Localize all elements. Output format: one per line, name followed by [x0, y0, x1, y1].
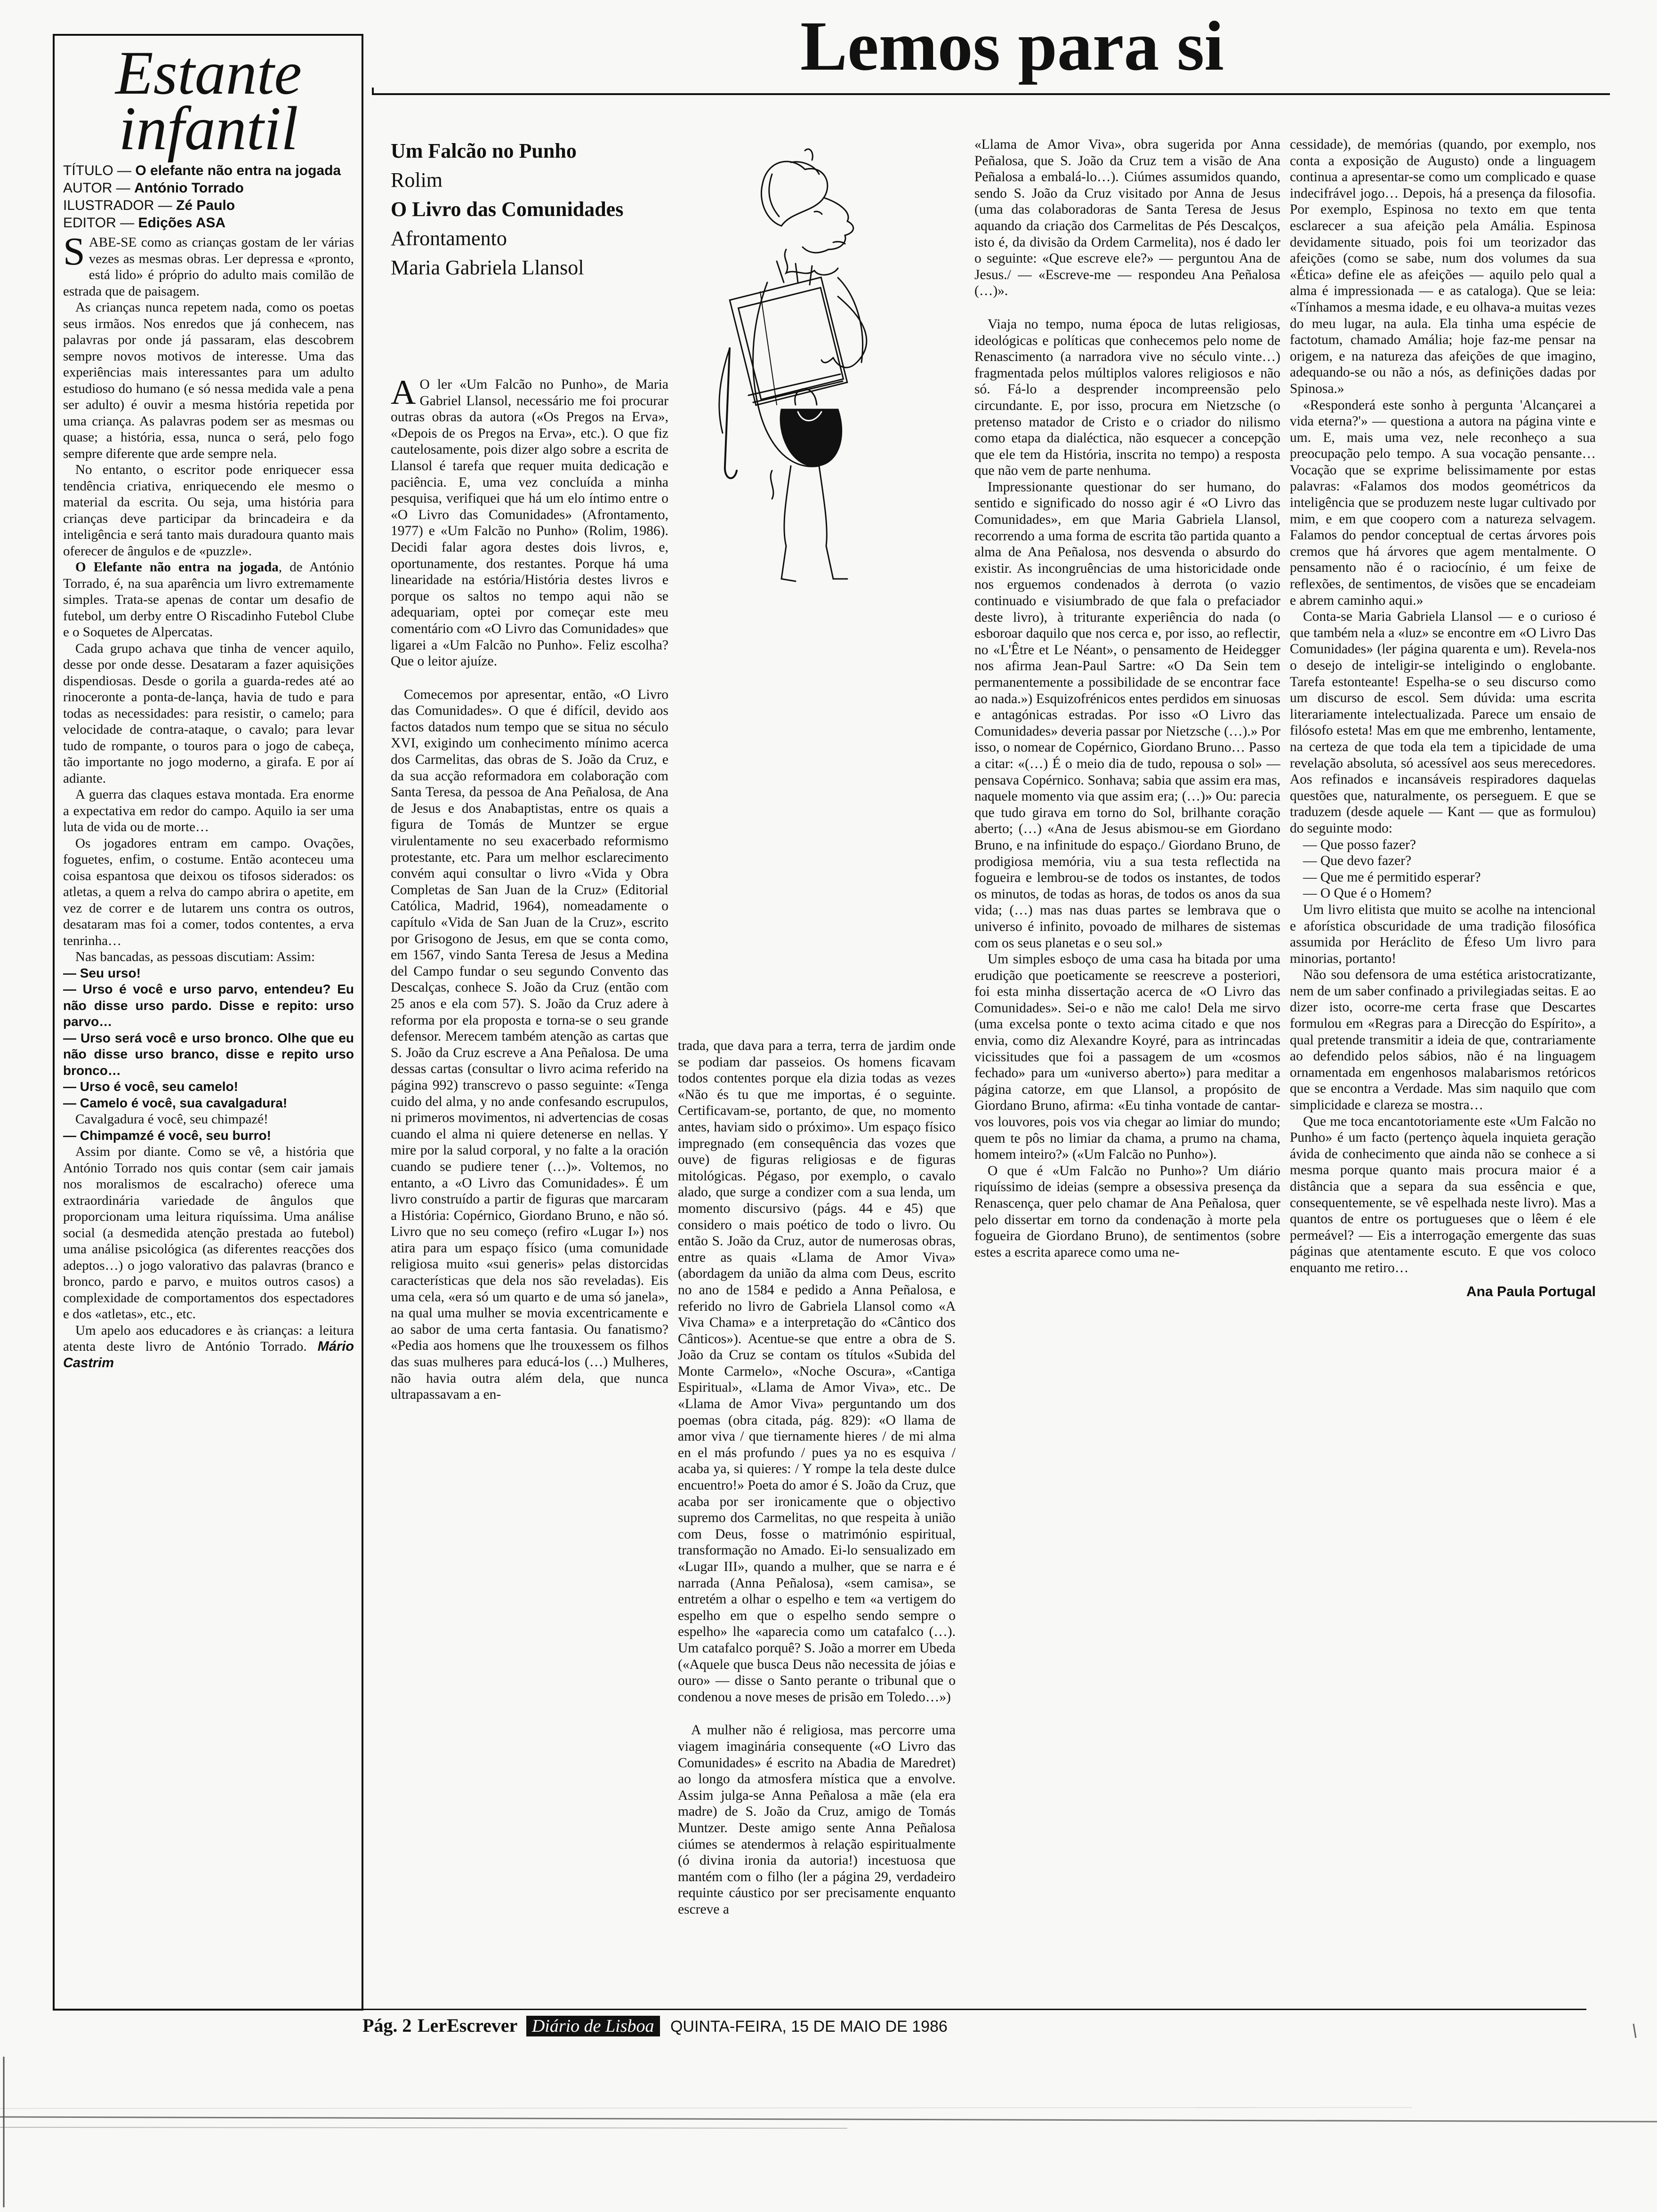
article-paragraph: Não sou defensora de uma estética aristocratizante, nem de um saber confinado a privilegiadas seitas. E ao dizer isto, ocorre-me certa frase que Descartes formulou em «Regras para a Direcção do Espírito», a qual pretende transmitir a ideia de que, contrariamente ao defendido pelos sábios, não é na linguagem ornamentada em engenhosos malabarismos retóricos que se encontra a Verdade. Mas sim naquilo que com simplicidade e clareza se mostra…	[1290, 967, 1596, 1113]
article-paragraph: Um livro elitista que muito se acolhe na intencional e aforística obscuridade de uma tradição filosófica assumida por Heráclito de Éfeso Um livro para minorias, portanto!	[1290, 902, 1596, 966]
page-number: Pág. 2	[362, 2015, 412, 2036]
estante-infantil-box	[53, 34, 363, 2011]
books-author: Maria Gabriela Llansol	[391, 256, 584, 279]
sidebar-paragraph: Cada grupo achava que tinha de vencer aquilo, desse por onde desse. Desataram a fazer aquisições dispendiosas. Desde o gorila a guarda-redes até ao rinoceronte a ponta-de-lança, havia de tudo e para todas as necessidades: para resistir, o camelo; para velocidade de contra-ataque, o cavalo; para levar tudo de rompante, o touros para o jogo de cabeça, tão importante no jogo moderno, a girafa. E por aí adiante.	[63, 641, 354, 786]
article-paragraph: «Llama de Amor Viva», obra sugerida por Anna Peñalosa, que S. João da Cruz tem a visão de Ana Peñalosa a embalá-lo…). Ciúmes assumidos quando, sendo S. João da Cruz visitado por Anna de Jesus (uma das colaboradoras de Santa Teresa de Jesus aquando da criação dos Carmelitas de Pés Descalços, isto é, da divisão da Ordem Carmelita), nos é dado ler o seguinte: «Que escreve ele?» — perguntou Ana de Jesus./ — «Escreve-me — respondeu Ana Peñalosa (…)».	[974, 137, 1280, 299]
article-column-1	[391, 377, 668, 1977]
headline-rule-left-stub	[372, 88, 374, 95]
book-title: O Livro das Comunidades	[391, 198, 624, 221]
article-byline: Ana Paula Portugal	[1466, 1283, 1596, 1299]
dialog-line: — Chimpamzé é você, seu burro!	[63, 1128, 271, 1143]
sidebar-paragraph: Cavalgadura é você, seu chimpazé!	[75, 1112, 268, 1127]
headline-rule	[372, 93, 1610, 95]
article-paragraph: Impressionante questionar do ser humano, do sentido e significado do nosso agir é «O Livro das Comunidades», em que Maria Gabriela Llansol, recorrendo a uma forma de escrita tão partida quanto a alma de Ana Peñalosa, nos desvenda o absurdo do existir. As incongruências de uma historicidade onde nos erguemos condenados à derrota (o vazio continuado e visiumbrado de que fala o prefaciador deste livro), à triturante experiência do nada (o esboroar daquilo que nos cerca e, por isso, ao reflectir, no «L'Être et Le Néant», o pensamento de Heidegger nos afirma Jean-Paul Sartre: «O Da Sein tem permanentemente a possibilidade de se encontrar face ao nada.») Esquizofrénicos entes perdidos em sinuosas e antagónicas estradas. Por isso «O Livro das Comunidades» deveria passar por Nietzsche (…).» Por isso, o nomear de Copérnico, Giordano Bruno… Passo a citar: «(…) É o meio dia de tudo, repousa o sol» — pensava Copérnico. Sonhava; sabia que assim era mas, naquele momento via que assim era; (…)» Ou: parecia que tudo girava em torno do Sol, brilhante coração aberto; (…) «Ana de Jesus abismou-se em Giordano Bruno, e na infinitude do espaço./ Giordano Bruno, de prodigiosa memória, viu a sua testa reflectida na fogueira e lembrou-se de todos os instantes, de todos os minutos, de todas as horas, de todos os anos da sua vida; (…) mas nas duas partes se lembrava que o universo é infinito, povoado de milhares de sistemas com os seus planetas e o seu sol.»	[974, 479, 1280, 951]
credit-illustrator: ILUSTRADOR — Zé Paulo	[63, 198, 235, 213]
kant-question: — Que me é permitido esperar?	[1303, 869, 1481, 885]
sidebar-paragraph: Os jogadores entram em campo. Ovações, foguetes, enfim, o costume. Então aconteceu uma coisa espantosa que deixou os tifosos siderados: os atletas, a quem a relva do campo abrira o apetite, em vez de correr e de lutarem uns contra os outros, desataram mas foi a comer, todos contentes, a erva tenrinha…	[63, 835, 354, 948]
sidebar-paragraph: Um apelo aos educadores e às crianças: a leitura atenta deste livro de António Torrado. Mário Castrim	[63, 1322, 354, 1370]
article-paragraph: A O ler «Um Falcão no Punho», de Maria Gabriel Llansol, necessário me foi procurar outras obras da autora («Os Pregos na Erva», «Depois de os Pregos na Erva», etc.). O que fiz cautelosamente, pois dizer algo sobre a escrita de Llansol é tarefa que requer muita dedicação e paciência. E, uma vez concluída a minha pesquisa, verifiquei que há um elo íntimo entre o «O Livro das Comunidades» (Afrontamento, 1977) e «Um Falcão no Punho» (Rolim, 1986). Decidi falar agora destes dois livros, e, oportunamente, dos restantes. Porque há uma linearidade na estória/História destes livros e porque os saltos no tempo aqui não se adequariam, optei por começar este meu comentário com «O Livro das Comunidades» que ligarei a «Um Falcão no Punho». Feliz escolha? Que o leitor ajuíze.	[391, 377, 668, 669]
sidebar-paragraph: SABE-SE como as crianças gostam de ler várias vezes as mesmas obras. Ler depressa e «pronto, está lido» é próprio do adulto mais comilão de estrada que de paisagem.	[63, 230, 354, 299]
dialog-line: — Urso será você e urso bronco. Olhe que eu não disse urso branco, disse e repito urso bronco…	[63, 1030, 354, 1078]
footer-rule	[362, 2009, 1586, 2010]
article-column-4	[1290, 136, 1596, 1996]
page-footer	[362, 2014, 1586, 2047]
book-credits	[63, 162, 354, 232]
kant-question: — Que posso fazer?	[1303, 837, 1416, 852]
page-headline: Lemos para si	[800, 7, 1224, 85]
sidebar-title-line-1: Estante	[115, 38, 302, 107]
newspaper-logo: Diário de Lisboa	[526, 2016, 660, 2036]
article-paragraph: Conta-se Maria Gabriela Llansol — e o curioso é que também nela a «luz» se encontre em «O Livro Das Comunidades» (ler página quarenta e um). Revela-nos o desejo de inteligir-se inteligindo o englobante. Tarefa estonteante! Espelha-se o seu discurso como um discurso de escol. Sem dúvida: uma escrita literariamente intelectualizada. Parece um ensaio de filósofo esteta! Mas em que me embrenho, lentamente, na certeza de que toda ela tem a tipicidade de uma revelação absoluta, só acessível aos seus merecedores. Aos refinados e incansáveis respiradores daquelas questões que, naturalmente, os perseguem. E que se traduzem (desde aquele — Kant — que as formulou) do seguinte modo:	[1290, 609, 1596, 836]
kant-question: — Que devo fazer?	[1303, 853, 1412, 869]
book-title: Um Falcão no Punho	[391, 139, 577, 162]
sidebar-paragraph: No entanto, o escritor pode enriquecer essa tendência criativa, enriquecendo ele mesmo o material da escrita. Ou seja, uma história para crianças deve participar da brincadeira e da inteligência e será tanto mais duradoura quanto mais oferecer de ângulos e de «puzzle».	[63, 462, 354, 559]
sidebar-paragraph: Assim por diante. Como se vê, a história que António Torrado nos quis contar (sem cair jamais nos moralismos de escalracho) oferece uma extraordinária variedade de ângulos que proporcionam uma leitura riquíssima. Uma análise social (a desmedida atenção prestada ao futebol) uma análise psicológica (as diferentes reacções dos adeptos…) o jogo valorativo das palavras (branco e bronco, pardo e parvo, e muitos outros casos) a complexidade de comportamentos dos espectadores e dos «atletas», etc., etc.	[63, 1144, 354, 1322]
sidebar-paragraph: Nas bancadas, as pessoas discutiam: Assim:	[75, 949, 315, 964]
article-paragraph: Que me toca encantotoriamente este «Um Falcão no Punho» é um facto (pertenço àquela inquieta geração ávida de conhecimento que ainda não se conhece a si mesma porque quanto mais procura maior é a distância que a separa da sua essência e que, consequentemente, se vê espelhada neste livro). Mas a quantos de entre os portugueses que o lêem é ele permeável? — Eis a interrogação emergente das suas páginas que atentamente escuto. E que vos coloco enquanto me retiro…	[1290, 1114, 1596, 1275]
article-paragraph: Viaja no tempo, numa época de lutas religiosas, ideológicas e políticas que conhecemos pelo nome de Renascimento (a narradora vive no século vinte…) fragmentada pelos múltiplos valores religiosos e não só. Fá-lo a desprender incompreensão pelo circundante. E, por isso, procura em Nietzsche (o pretenso matador de Cristo e o criador do nilismo como etapa da dialéctica, não esquecer a concepção que ele tem da História, inscrita no tempo) a resposta que não vem de parte nenhuma.	[974, 316, 1280, 479]
dialog-line: — Urso é você e urso parvo, entendeu? Eu não disse urso pardo. Disse e repito: urso parvo…	[63, 982, 354, 1029]
book-publisher: Rolim	[391, 168, 443, 192]
book-publisher: Afrontamento	[391, 227, 507, 250]
kant-question: — O Que é o Homem?	[1303, 886, 1432, 901]
article-paragraph: trada, que dava para a terra, terra de jardim onde se podiam dar passeios. Os homens ficavam todos contentes porque ela dizia todas as vezes «Não és tu que me importas, é o seguinte. Certificavam-se, portanto, de que, no momento antes, haviam sido o próximo». Um espaço físico impregnado (em consequência das vozes que ouve) de figuras religiosas e de figuras mitológicas. Pégaso, por exemplo, o cavalo alado, que surge a condizer com a sua lenda, um momento discursivo (págs. 44 e 45) que considero o mais poético de todo o livro. Ou então S. João da Cruz, autor de numerosas obras, entre as quais «Llama de Amor Viva» (abordagem da união da alma com Deus, escrito no ano de 1584 e pedido a Anna Peñalosa, e referido no livro de Gabriela Llansol como «A Viva Chama» e a interpretação do «Cântico dos Cânticos»). Acentue-se que entre a obra de S. João da Cruz se contam os títulos «Subida del Monte Carmelo», «Noche Oscura», «Cantiga Espiritual», «Llama de Amor Viva», etc.. De «Llama de Amor Viva» perguntando um dos poemas (obra citada, pág. 829): «O llama de amor viva / que tiernamente hieres / de mi alma en el más profundo / pues ya no es esquiva / acaba ya, si quieres: / Y rompe la tela deste dulce encuentro!» Poeta do amor é S. João da Cruz, que acaba por ser ironicamente que o objectivo supremo dos Carmelitas, no que respeita à união com Deus, fosse o matrimónio espiritual, transformação no Amado. Ei-lo sensualizado em «Lugar III», quando a mulher, que se narra e é narrada (Anna Peñalosa), «sem camisa», se entretém a olhar o espelho e tem «a vertigem do espelho em que o espelho sendo sempre o espelho» lhe «aparecia como um catafalco (…). Um catafalco porquê? S. João a morrer em Ubeda («Aquele que busca Deus não necessita de jóias e ouro» — disse o Santo perante o tribunal que o condenou a nove meses de prisão em Toledo…»)	[678, 1038, 956, 1705]
drop-cap: S	[63, 230, 85, 273]
article-paragraph: «Responderá este sonho à pergunta 'Alcançarei a vida eterna?'» — questiona a autora na página vinte e um. E, mais uma vez, nele reconheço a sua preocupação pelo tempo. A sua vocação pensante… Vocação que se exprime belissimamente por estas palavras: «Falamos dos modos geométricos da inteligência que se produzem neste lugar cultivado por mim, e em que coopero com a natureza selvagem. Falamos do pendor conceptual de certas árvores pois cremos que há árvores que agem mentalmente. O pensamento não é o raciocínio, é um feixe de reflexões, de sentimentos, de visões que se encadeiam e abrem caminho aqui.»	[1290, 397, 1596, 608]
article-column-2	[678, 1038, 956, 1979]
sidebar-title	[63, 38, 354, 163]
article-paragraph: Um simples esboço de uma casa ha bitada por uma erudição que poeticamente se reescreve a posteriori, foi esta minha dissertação acerca de «O Livro das Comunidades». Sei-o e não me calo! Dela me sirvo (uma excelsa ponte o texto acima citado e que nos envia, como diz Alexandre Koyré, para as intrincadas vicissitudes que foi a passagem de um «cosmos fechado» para um «universo aberto») para meditar a página catorze, em que Llansol, a propósito de Giordano Bruno, afirma: «Eu tinha vontade de cantar-vos louvores, pois vos via chegar ao limiar do mundo; quem te pôs no limiar da chama, a prumo na chama, homem inteiro?» («Um Falcão no Punho»).	[974, 952, 1280, 1162]
credit-editor: EDITOR — Edições ASA	[63, 215, 226, 231]
article-paragraph: cessidade), de memórias (quando, por exemplo, nos conta a exposição de Augusto) onde a linguagem continua a apresentar-se como um complicado e quase indecifrável jogo… Depois, há a presença da filosofia. Por exemplo, Espinosa no texto em que tenta esclarecer a sua afeição pela Amália. Espinosa devidamente situado, pois foi um teorizador das afeições (como se sabe, num dos volumes da sua «Ética» define ele as afeições — aquilo pelo qual a alma é impressionada — e as cataloga). Que se leia: «Tínhamos a mesma idade, e eu olhava-a muitas vezes do meu lugar, na aula. Ela tinha uma espécie de factotum, chamado Amália; hoje faz-me pensar na origem, e na natureza das afeições de que imagino, adequando-se ou não a nós, as definições dadas por Spinosa.»	[1290, 137, 1596, 396]
woman-with-books-illustration	[697, 141, 941, 612]
dialog-line: — Urso é você, seu camelo!	[63, 1079, 238, 1094]
article-paragraph: A mulher não é religiosa, mas percorre uma viagem imaginária consequente («O Livro das Comunidades» é escrito na Abadia de Maredret) ao longo da atmosfera mística que a envolve. Assim julga-se Anna Peñalosa a mãe (ela era madre) de S. João da Cruz, amigo de Tomás Muntzer. Deste amigo sente Anna Peñalosa ciúmes se atendermos à relação espiritualmente (ó divina ironia da autoria!) incestuosa que mantém com o filho (ler a página 29, verdadeiro requinte cáustico por ser precisamente enquanto escreve a	[678, 1723, 956, 1917]
sidebar-paragraph: A guerra das claques estava montada. Era enorme a expectativa em redor do campo. Aquilo ia ser uma luta de vida ou de morte…	[63, 787, 354, 834]
sidebar-title-line-2: infantil	[119, 94, 298, 163]
sidebar-signature: Mário Castrim	[63, 1339, 354, 1370]
issue-date: QUINTA-FEIRA, 15 DE MAIO DE 1986	[670, 2018, 948, 2036]
article-column-3	[974, 136, 1280, 1996]
article-paragraph: O que é «Um Falcão no Punho»? Um diário riquíssimo de ideias (sempre a obsessiva presença da Renascença, quer pelo chamar de Ana Peñalosa, quer pelo dissertar em torno da condenação à morte pela fogueira de Giordano Bruno), de sentimentos (sobre estes a escrita aparece como uma ne-	[974, 1163, 1280, 1260]
credit-title: TÍTULO — O elefante não entra na jogada	[63, 163, 341, 178]
dialog-line: — Camelo é você, sua cavalgadura!	[63, 1095, 288, 1110]
credit-author: AUTOR — António Torrado	[63, 180, 244, 196]
sidebar-review	[63, 230, 354, 1371]
sidebar-paragraph: O Elefante não entra na jogada, de António Torrado, é, na sua aparência um livro extremamente simples. Trata-se apenas de contar um desafio de futebol, um derby entre O Riscadinho Futebol Clube e o Soquetes de Alpercatas.	[63, 560, 354, 640]
section-name: LerEscrever	[417, 2015, 518, 2036]
sidebar-paragraph: As crianças nunca repetem nada, como os poetas seus irmãos. Nos enredos que já conhecem, nas palavras por onde já passaram, elas descobrem sempre novos motivos de interesse. Uma das experiências mais interessantes para um adulto estudioso do humano (e só nessa medida vale a pena ser adulto) é ouvir a mesma história repetida por uma criança. As palavras podem ser as mesmas ou quase; a história, essa, nunca o será, pelo fogo sempre diferente que arde sempre nela.	[63, 300, 354, 461]
dialog-line: — Seu urso!	[63, 965, 141, 980]
article-paragraph: Comecemos por apresentar, então, «O Livro das Comunidades». O que é difícil, devido aos factos datados num tempo que se situa no século XVI, exigindo um conhecimento mínimo acerca dos Carmelitas, das obras de S. João da Cruz, e da sua acção reformadora em colaboração com Santa Teresa, da pessoa de Ana Peñalosa, de Ana de Jesus e dos Anabaptistas, entre os quais a figura de Tomás de Muntzer se ergue virulentamente no seu exacerbado reformismo protestante, etc. Para um melhor esclarecimento convém aqui consultar o livro «Vida y Obra Completas de San Juan de la Cruz» (Editorial Católica, Madrid, 1964), nomeadamente o capítulo «Vida de San Juan de la Cruz», escrito por Grisogono de Jesus, em que se conta como, em 1567, vindo Santa Teresa de Jesus a Medina del Campo fundar o seu segundo Convento das Descalças, conhece S. João da Cruz (então com 25 anos e ela com 57). S. João da Cruz adere à reforma por ela proposta e torna-se o seu grande defensor. Merecem também atenção as cartas que S. João da Cruz escreve a Ana Peñalosa. De uma dessas cartas (consultar o livro acima referido na página 992) transcrevo o passo seguinte: «Tenga cuido del alma, y no ande confesando escrupulos, ni primeros movimentos, ni advertencias de cosas cuando el alma ni quiere detenerse en nellas. Y mire por la salud corporal, y no falte a la oración cuando se pudiere tener (…)». Voltemos, no entanto, a «O Livro das Comunidades». É um livro construído a partir de figuras que marcaram a História: Copérnico, Giordano Bruno, e não só. Livro que no seu começo (refiro «Lugar I») nos atira para um espaço físico (uma comunidade religiosa muito «sui generis» pelas distorcidas características que dela nos são reveladas). Eis uma cela, «era só um quarto e de uma só janela», na qual uma mulher se movia excentricamente e ao sabor de uma certa fantasia. Ou fanatismo? «Pedia aos homens que lhe trouxessem os filhos das suas mulheres para educá-los (…) Mulheres, não havia outra além dela, que nunca ultrapassavam a en-	[391, 687, 668, 1403]
